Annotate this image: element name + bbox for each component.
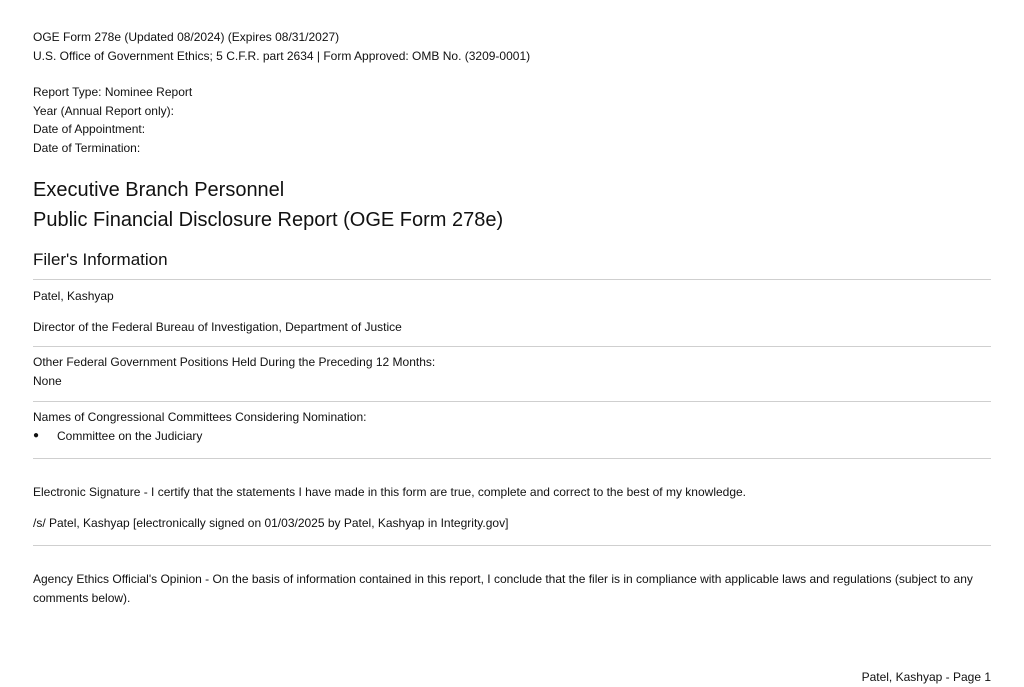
signature-signed-line: /s/ Patel, Kashyap [electronically signed on 01/03/2025 by Patel, Kashyap in Integrity.gov] — [33, 515, 509, 530]
document-page — [33, 28, 991, 607]
date-of-termination: Date of Termination: — [33, 140, 141, 155]
form-version-line: OGE Form 278e (Updated 08/2024) (Expires 08/31/2027) — [33, 30, 340, 44]
other-positions-label: Other Federal Government Positions Held During the Preceding 12 Months: — [33, 355, 436, 369]
filers-information-heading: Filer's Information — [33, 249, 991, 280]
date-of-appointment: Date of Appointment: — [33, 122, 146, 136]
other-positions-block — [33, 347, 991, 402]
ethics-opinion-text: Agency Ethics Official's Opinion - On the basis of information contained in this report, I conclude that the filer is in compliance with applicable laws and regulations (subject to any comments below). — [33, 572, 973, 605]
committees-block — [33, 402, 991, 459]
form-agency-line: U.S. Office of Government Ethics; 5 C.F.R. part 2634 | Form Approved: OMB No. (3209-0001) — [33, 48, 531, 63]
report-title — [33, 175, 991, 235]
report-meta — [33, 83, 991, 157]
filer-position: Director of the Federal Bureau of Investigation, Department of Justice — [33, 319, 402, 334]
committee-name: Committee on the Judiciary — [57, 428, 203, 443]
signature-certification: Electronic Signature - I certify that the statements I have made in this form are true, complete and correct to the best of my knowledge. — [33, 485, 747, 499]
filer-name: Patel, Kashyap — [33, 289, 114, 303]
filer-block — [33, 280, 991, 347]
report-type: Report Type: Nominee Report — [33, 85, 193, 99]
title-line-1: Executive Branch Personnel — [33, 179, 285, 201]
page-footer: Patel, Kashyap - Page 1 — [861, 670, 991, 684]
report-year: Year (Annual Report only): — [33, 103, 174, 118]
other-positions-value: None — [33, 373, 62, 388]
bullet-icon: ● — [33, 429, 40, 441]
committees-label: Names of Congressional Committees Considering Nomination: — [33, 410, 367, 424]
ethics-opinion-block — [33, 546, 991, 607]
form-header — [33, 28, 991, 65]
title-line-2: Public Financial Disclosure Report (OGE Form 278e) — [33, 209, 504, 231]
list-item — [33, 427, 991, 446]
signature-block — [33, 459, 991, 546]
